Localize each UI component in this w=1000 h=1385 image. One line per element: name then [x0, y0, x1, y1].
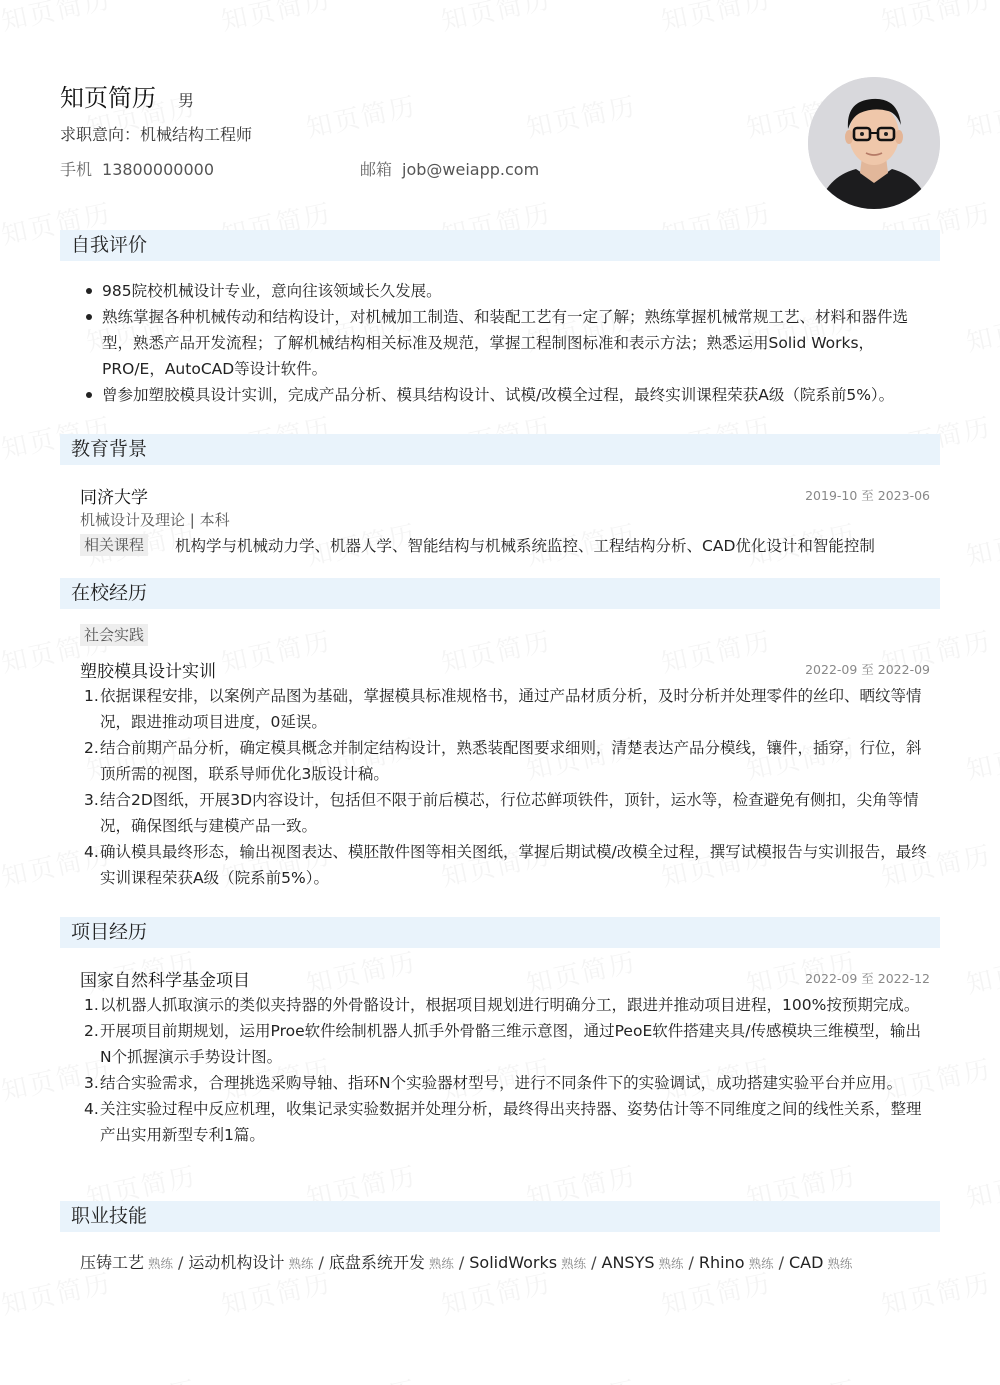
candidate-gender: 男 [178, 91, 195, 110]
skill-name: Rhino [698, 1253, 745, 1272]
education-date: 2019-10 至 2023-06 [805, 488, 930, 503]
watermark-text [217, 0, 334, 38]
skill-name: 压铸工艺 [80, 1253, 145, 1272]
section-header-project: 项目经历 [60, 917, 940, 948]
watermark-text [962, 86, 1000, 145]
watermark-text [742, 1370, 859, 1385]
watermark-text [877, 0, 994, 38]
avatar-photo [808, 77, 940, 209]
watermark-text [437, 0, 554, 38]
list-item-text: 确认模具最终形态，输出视图表达、模胚散件图等相关图纸，掌握后期试模/改模全过程，撰写试模报告与实训报告，最终实训课程荣获A级（院系前5%）。 [100, 843, 927, 887]
watermark-text [0, 0, 115, 38]
project-date: 2022-09 至 2022-12 [805, 971, 930, 986]
email-label: 邮箱 [360, 160, 393, 179]
skill-separator: / [178, 1253, 184, 1272]
watermark-text [962, 300, 1000, 359]
list-item-text: 关注实验过程中反应机理，收集记录实验数据并处理分析，最终得出夹持器、姿势估计等不同维度之间的线性关系，整理产出实用新型专利1篇。 [100, 1100, 922, 1144]
email-value: job@weiapp.com [402, 160, 540, 179]
skill-name: 底盘系统开发 [328, 1253, 425, 1272]
list-item-number: 2. [84, 739, 99, 757]
candidate-name: 知页简历 [60, 84, 156, 112]
watermark-text [522, 86, 639, 145]
watermark-text [302, 1370, 419, 1385]
skill-level: 熟练 [827, 1256, 853, 1271]
watermark-text [217, 621, 334, 680]
list-item-text: 以机器人抓取演示的类似夹持器的外骨骼设计，根据项目规划进行明确分工，跟进并推动项目进程，100%按预期完成。 [100, 996, 920, 1014]
skill-name: ANSYS [601, 1253, 655, 1272]
course-tag: 相关课程 [80, 534, 148, 556]
list-item-number: 4. [84, 1100, 99, 1118]
skill-name: SolidWorks [469, 1253, 558, 1272]
skill-level: 熟练 [748, 1256, 774, 1271]
list-item [80, 1070, 930, 1096]
campus-date: 2022-09 至 2022-09 [805, 662, 930, 677]
skills-line [80, 1250, 852, 1273]
school-name: 同济大学 [80, 488, 148, 508]
skill-separator: / [688, 1253, 694, 1272]
list-item [80, 839, 930, 891]
job-intent: 求职意向：机械结构工程师 [60, 125, 253, 144]
list-item-number: 2. [84, 1022, 99, 1040]
watermark-text [962, 942, 1000, 1001]
list-item-text: 结合实验需求，合理挑选采购导轴、指环N个实验器材型号，进行不同条件下的实验调试，成功搭建实验平台并应用。 [100, 1074, 903, 1092]
skill-name: 运动机构设计 [188, 1253, 285, 1272]
list-item [80, 787, 930, 839]
list-item-number: 1. [84, 687, 99, 705]
self-evaluation-item: 曾参加塑胶模具设计实训，完成产品分析、模具结构设计、试模/改模全过程，最终实训课程荣获A级（院系前5%）。 [80, 382, 930, 408]
skill-separator: / [591, 1253, 597, 1272]
list-item [80, 735, 930, 787]
watermark-text [522, 1370, 639, 1385]
watermark-text [877, 1263, 994, 1322]
skill-separator: / [778, 1253, 784, 1272]
watermark-text [657, 621, 774, 680]
campus-item-list [80, 683, 930, 891]
watermark-text [437, 621, 554, 680]
watermark-text [302, 86, 419, 145]
watermark-text [82, 1370, 199, 1385]
list-item-number: 3. [84, 791, 99, 809]
list-item [80, 683, 930, 735]
avatar [808, 77, 940, 209]
section-header-education: 教育背景 [60, 434, 940, 465]
project-item-list [80, 992, 930, 1148]
phone-value: 13800000000 [102, 160, 214, 179]
skill-level: 熟练 [148, 1256, 174, 1271]
watermark-text [657, 0, 774, 38]
watermark-text [962, 728, 1000, 787]
watermark-text [962, 1156, 1000, 1215]
list-item-number: 3. [84, 1074, 99, 1092]
name-row [60, 78, 194, 113]
skill-level: 熟练 [658, 1256, 684, 1271]
section-header-self-evaluation: 自我评价 [60, 230, 940, 261]
skill-level: 熟练 [561, 1256, 587, 1271]
self-evaluation-item: 985院校机械设计专业，意向往该领域长久发展。 [80, 278, 930, 304]
self-evaluation-list [80, 278, 930, 408]
skill-separator: / [318, 1253, 324, 1272]
list-item [80, 1018, 930, 1070]
course-list: 机构学与机械动力学、机器人学、智能结构与机械系统监控、工程结构分析、CAD优化设计和智能控制 [175, 537, 875, 555]
major-degree: 机械设计及理论 | 本科 [80, 511, 230, 529]
watermark-text [962, 1370, 1000, 1385]
list-item-number: 1. [84, 996, 99, 1014]
watermark-text [962, 514, 1000, 573]
email-contact [360, 157, 539, 180]
list-item-text: 开展项目前期规划，运用Proe软件绘制机器人抓手外骨骼三维示意图，通过PeoE软件搭建夹具/传感模块三维模型，输出N个抓握演示手势设计图。 [100, 1022, 921, 1066]
skill-level: 熟练 [428, 1256, 454, 1271]
list-item-text: 结合前期产品分析，确定模具概念并制定结构设计，熟悉装配图要求细则，清楚表达产品分模线，镶件，插穿，行位，斜顶所需的视图，联系导师优化3版设计稿。 [100, 739, 922, 783]
campus-title: 塑胶模具设计实训 [80, 662, 216, 682]
list-item [80, 992, 930, 1018]
phone-label: 手机 [60, 160, 93, 179]
list-item-text: 结合2D图纸，开展3D内容设计，包括但不限于前后模芯，行位芯鲜项铁件，顶针，运水等，检查避免有侧扣，尖角等情况，确保图纸与建模产品一致。 [100, 791, 919, 835]
skill-separator: / [458, 1253, 465, 1272]
list-item [80, 1096, 930, 1148]
campus-tag: 社会实践 [80, 624, 148, 646]
campus-tag-wrap [80, 624, 148, 646]
self-evaluation-item: 熟练掌握各种机械传动和结构设计，对机械加工制造、和装配工艺有一定了解；熟练掌握机械常规工艺、材料和器件选型，熟悉产品开发流程；了解机械结构相关标准及规范，掌握工程制图标准和表示方法；熟悉运用Solid Works，PRO/E，AutoCAD等设计软件。 [80, 304, 930, 382]
section-header-skills: 职业技能 [60, 1201, 940, 1232]
phone-contact [60, 157, 214, 180]
list-item-text: 依据课程安排，以案例产品图为基础，掌握模具标准规格书，通过产品材质分析，及时分析并处理零件的丝印、晒纹等情况，跟进推动项目进度，0延误。 [100, 687, 922, 731]
list-item-number: 4. [84, 843, 99, 861]
related-courses [80, 534, 875, 556]
skill-level: 熟练 [288, 1256, 314, 1271]
section-header-campus: 在校经历 [60, 578, 940, 609]
skill-name: CAD [788, 1253, 824, 1272]
project-title: 国家自然科学基金项目 [80, 971, 250, 991]
